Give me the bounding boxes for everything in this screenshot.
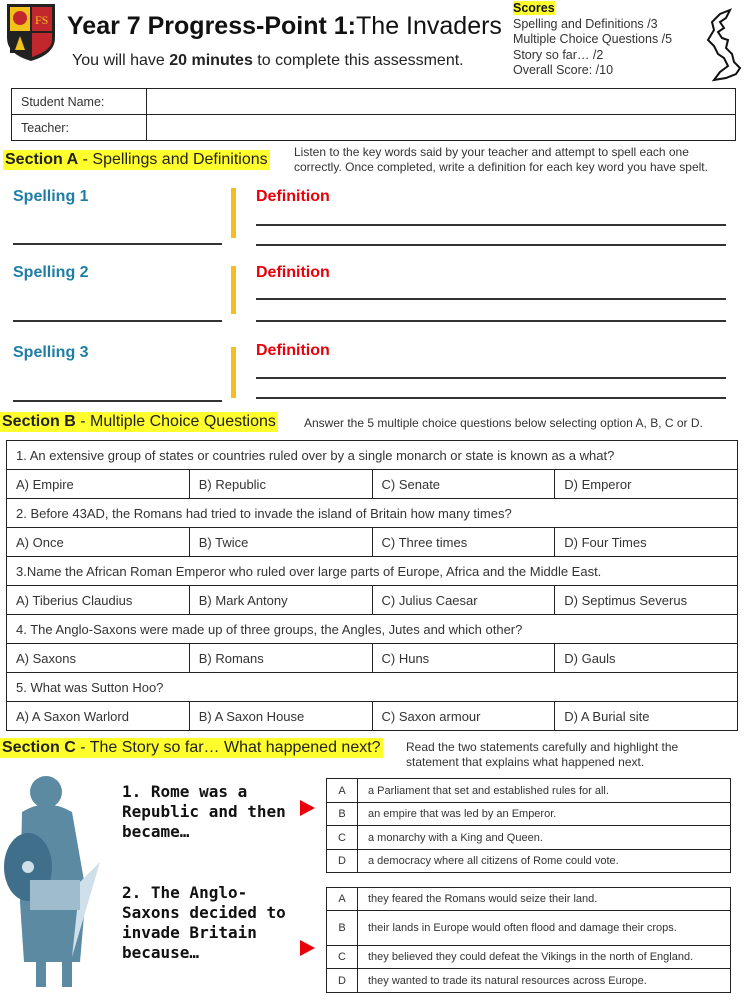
definition-line[interactable] [256,397,726,399]
question-text: 3.Name the African Roman Emperor who ruled over large parts of Europe, Africa and the Middle East. [7,557,738,586]
option-letter: B [327,911,358,946]
teacher-field[interactable] [147,115,736,141]
question-text: 5. What was Sutton Hoo? [7,673,738,702]
option-text[interactable]: they feared the Romans would seize their land. [358,888,731,911]
time-instructions: You will have 20 minutes to complete this assessment. [72,52,464,69]
section-c-instructions: Read the two statements carefully and highlight the statement that explains what happened next. [406,740,679,769]
option-letter: A [327,779,358,803]
option-letter: D [327,969,358,993]
school-crest-logo [5,2,57,62]
answer-option[interactable]: D) Emperor [555,470,738,499]
answer-option[interactable]: C) Huns [372,644,555,673]
option-text[interactable]: they believed they could defeat the Vikings in the north of England. [358,946,731,969]
story-option-row[interactable] [327,803,731,826]
definition-line[interactable] [256,298,726,300]
story-option-row[interactable] [327,911,731,946]
scores-heading: Scores [513,1,555,15]
answer-option[interactable]: B) Twice [189,528,372,557]
story-option-row[interactable] [327,969,731,993]
answer-option[interactable]: C) Three times [372,528,555,557]
svg-text:FS: FS [35,13,49,27]
option-letter: C [327,826,358,850]
answer-option[interactable]: C) Saxon armour [372,702,555,731]
score-item: Spelling and Definitions /3 [513,16,658,31]
option-text[interactable]: a democracy where all citizens of Rome could vote. [358,850,731,873]
question-row [7,673,738,702]
story-option-row[interactable] [327,850,731,873]
student-info-table [11,88,736,141]
option-letter: B [327,803,358,826]
answer-option[interactable]: A) Tiberius Claudius [7,586,190,615]
story-option-row[interactable] [327,826,731,850]
question-text: 4. The Anglo-Saxons were made up of three groups, the Angles, Jutes and which other? [7,615,738,644]
spelling-answer-line[interactable] [13,243,222,245]
answer-option[interactable]: C) Senate [372,470,555,499]
story-options-table-2 [326,887,731,993]
definition-label: Definition [256,188,330,205]
arrow-right-icon [300,800,315,816]
spelling-answer-line[interactable] [13,320,222,322]
spelling-label: Spelling 3 [13,344,89,361]
section-c-heading: Section C - The Story so far… What happened next? [2,739,381,756]
section-a-heading: Section A - Spellings and Definitions [5,151,268,168]
options-row [7,702,738,731]
definition-line[interactable] [256,244,726,246]
section-a-instructions: Listen to the key words said by your teacher and attempt to spell each one correctly. Once completed, write a definition for each key word you have spelt. [294,145,708,174]
student-name-label: Student Name: [12,89,147,115]
story-option-row[interactable] [327,946,731,969]
option-text[interactable]: their lands in Europe would often flood and damage their crops. [358,911,731,946]
options-row [7,470,738,499]
answer-option[interactable]: D) Four Times [555,528,738,557]
definition-line[interactable] [256,224,726,226]
answer-option[interactable]: B) Republic [189,470,372,499]
spelling-label: Spelling 2 [13,264,89,281]
option-letter: D [327,850,358,873]
section-b-instructions: Answer the 5 multiple choice questions below selecting option A, B, C or D. [304,416,703,430]
story-options-table-1 [326,778,731,873]
options-row [7,586,738,615]
options-row [7,644,738,673]
question-row [7,499,738,528]
option-letter: C [327,946,358,969]
answer-option[interactable]: D) Septimus Severus [555,586,738,615]
answer-option[interactable]: B) Mark Antony [189,586,372,615]
answer-option[interactable]: A) Saxons [7,644,190,673]
arrow-right-icon [300,940,315,956]
option-letter: A [327,888,358,911]
option-text[interactable]: a Parliament that set and established rules for all. [358,779,731,803]
spelling-label: Spelling 1 [13,188,89,205]
story-option-row[interactable] [327,888,731,911]
story-question-1: 1. Rome was a Republic and then became… [122,782,286,841]
multiple-choice-table [6,440,738,731]
spelling-answer-line[interactable] [13,400,222,402]
definition-label: Definition [256,342,330,359]
option-text[interactable]: they wanted to trade its natural resources across Europe. [358,969,731,993]
answer-option[interactable]: D) Gauls [555,644,738,673]
answer-option[interactable]: B) Romans [189,644,372,673]
story-question-2: 2. The Anglo-Saxons decided to invade Britain because… [122,883,286,962]
definition-line[interactable] [256,377,726,379]
scores-panel [513,1,672,79]
divider-bar [231,347,236,398]
score-item: Multiple Choice Questions /5 [513,32,673,46]
student-name-field[interactable] [147,89,736,115]
story-option-row[interactable] [327,779,731,803]
answer-option[interactable]: A) Empire [7,470,190,499]
question-row [7,615,738,644]
answer-option[interactable]: B) A Saxon House [189,702,372,731]
options-row [7,528,738,557]
question-text: 1. An extensive group of states or countries ruled over by a single monarch or state is known as a what? [7,441,738,470]
teacher-label: Teacher: [12,115,147,141]
definition-label: Definition [256,264,330,281]
roman-soldier-illustration [0,772,110,1002]
page-title: Year 7 Progress-Point 1:The Invaders [67,12,502,40]
answer-option[interactable]: C) Julius Caesar [372,586,555,615]
option-text[interactable]: an empire that was led by an Emperor. [358,803,731,826]
answer-option[interactable]: D) A Burial site [555,702,738,731]
score-item: Overall Score: /10 [513,63,614,77]
divider-bar [231,188,236,238]
question-text: 2. Before 43AD, the Romans had tried to invade the island of Britain how many times? [7,499,738,528]
answer-option[interactable]: A) Once [7,528,190,557]
divider-bar [231,266,236,314]
question-row [7,557,738,586]
uk-map-icon [704,8,746,88]
option-text[interactable]: a monarchy with a King and Queen. [358,826,731,850]
section-b-heading: Section B - Multiple Choice Questions [2,413,276,430]
answer-option[interactable]: A) A Saxon Warlord [7,702,190,731]
definition-line[interactable] [256,320,726,322]
question-row [7,441,738,470]
score-item: Story so far… /2 [513,47,604,62]
